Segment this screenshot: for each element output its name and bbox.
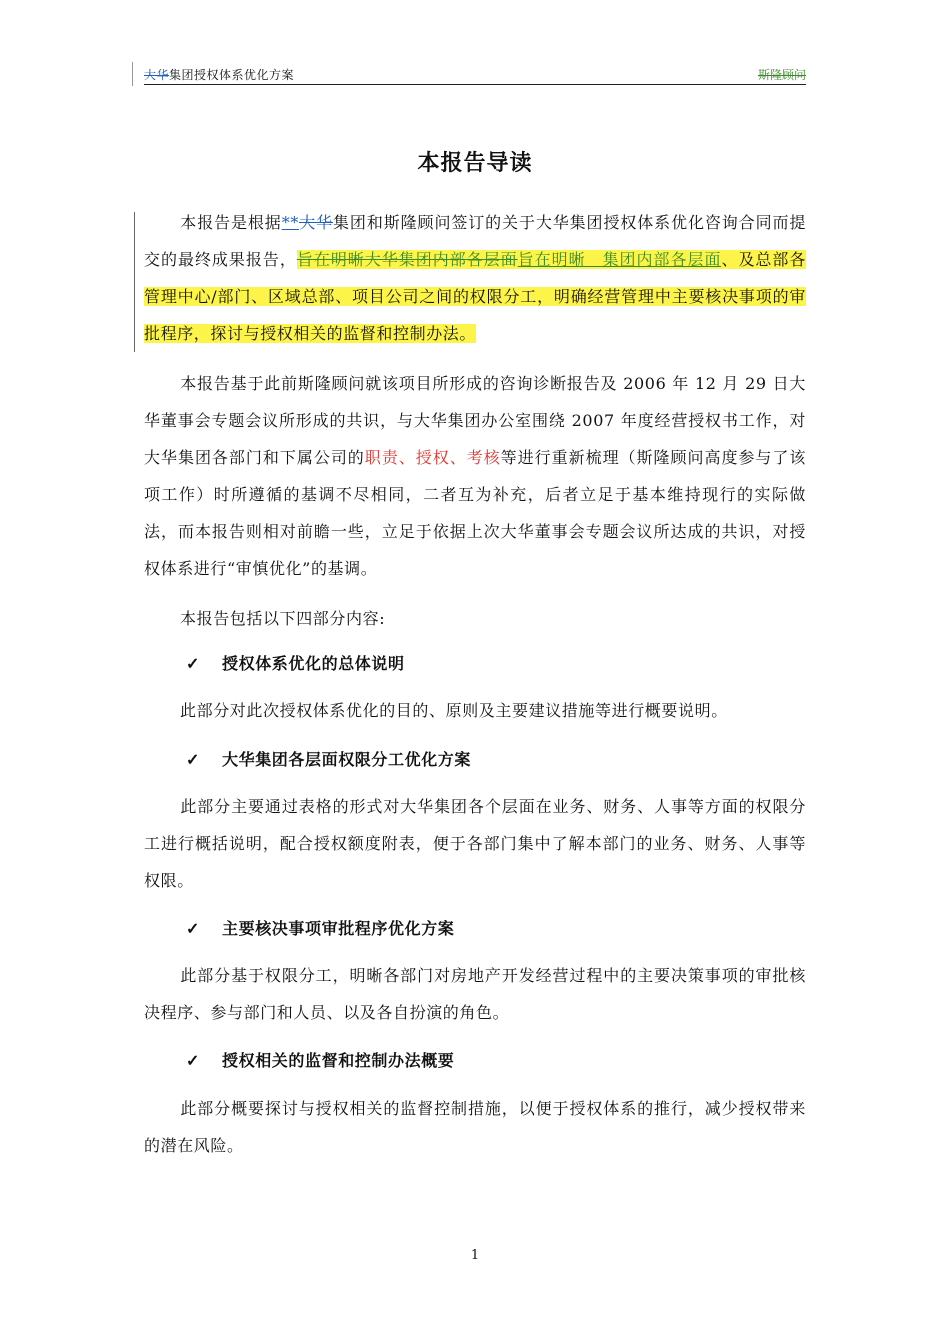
paragraph-background [144, 365, 806, 587]
para1-text-b: 集团和斯隆顾问签订的关于大华集团授权体系优化咨询合同而提交的最终成果报告， [144, 213, 806, 269]
header-margin-mark [132, 62, 133, 86]
paragraph-intro [144, 600, 806, 637]
section-heading-3 [186, 916, 454, 939]
deleted-text: 大华 [298, 213, 334, 232]
inserted-text: ** [281, 213, 299, 232]
inserted-highlighted-text: 旨在明晰 集团内部各层面 [517, 250, 722, 269]
section-heading-4 [186, 1048, 454, 1071]
check-icon: ✓ [186, 750, 201, 769]
section-body-text: 此部分概要探讨与授权相关的监督控制措施，以便于授权体系的推行，减少授权带来的潜在风险。 [144, 1099, 806, 1155]
page-title: 本报告导读 [417, 150, 533, 176]
header-company: 斯隆顾问 [757, 68, 806, 82]
page-header [144, 62, 806, 85]
section-text-3 [144, 957, 806, 1031]
section-text-4 [144, 1090, 806, 1164]
section-heading-text: 主要核决事项审批程序优化方案 [222, 919, 455, 938]
check-icon: ✓ [186, 1051, 201, 1070]
header-title-text: 集团授权体系优化方案 [169, 68, 295, 82]
section-body-text: 此部分基于权限分工，明晰各部门对房地产开发经营过程中的主要决策事项的审批核决程序、参与部门和人员、以及各自扮演的角色。 [144, 966, 806, 1022]
section-heading-text: 大华集团各层面权限分工优化方案 [222, 750, 472, 769]
para2-text-a: 本报告基于此前斯隆顾问就该项目所形成的咨询诊断报告及 2006 年 12 月 29 日大华董事会专题会议所形成的共识，与大华集团办公室围绕 2007 年度经营授权书工作，对大华集团各部门和下属公司的 [144, 374, 806, 467]
section-body-text: 此部分主要通过表格的形式对大华集团各个层面在业务、财务、人事等方面的权限分工进行概括说明，配合授权额度附表，便于各部门集中了解本部门的业务、财务、人事等权限。 [144, 797, 806, 890]
intro-text: 本报告包括以下四部分内容: [180, 609, 386, 628]
section-body-text: 此部分对此次授权体系优化的目的、原则及主要建议措施等进行概要说明。 [180, 701, 728, 720]
para2-text-b: 等进行重新梳理（斯隆顾问高度参与了该项工作）时所遵循的基调不尽相同，二者互为补充，后者立足于基本维持现行的实际做法，而本报告则相对前瞻一些，立足于依据上次大华董事会专题会议所达成的共识，对授权体系进行“审慎优化”的基调。 [144, 448, 806, 578]
section-text-1 [144, 692, 806, 729]
section-text-2 [144, 788, 806, 899]
para1-text-a: 本报告是根据 [180, 213, 282, 232]
change-bar [134, 212, 135, 352]
header-deleted-text: 大华 [144, 68, 170, 82]
section-heading-1 [186, 651, 405, 674]
deleted-highlighted-text: 旨在明晰大华集团内部各层面 [296, 250, 518, 269]
section-heading-2 [186, 747, 471, 770]
paragraph-purpose [144, 204, 806, 352]
check-icon: ✓ [186, 654, 201, 673]
section-heading-text: 授权体系优化的总体说明 [222, 654, 405, 673]
page-number: 1 [470, 1248, 480, 1263]
red-text: 职责、授权、考核 [364, 448, 501, 467]
section-heading-text: 授权相关的监督和控制办法概要 [222, 1051, 455, 1070]
check-icon: ✓ [186, 919, 201, 938]
highlighted-text: 、及总部各管理中心/部门、区域总部、项目公司之间的权限分工，明确经营管理中主要核决事项的审批程序，探讨与授权相关的监督和控制办法。 [144, 250, 807, 343]
header-title [144, 66, 294, 83]
